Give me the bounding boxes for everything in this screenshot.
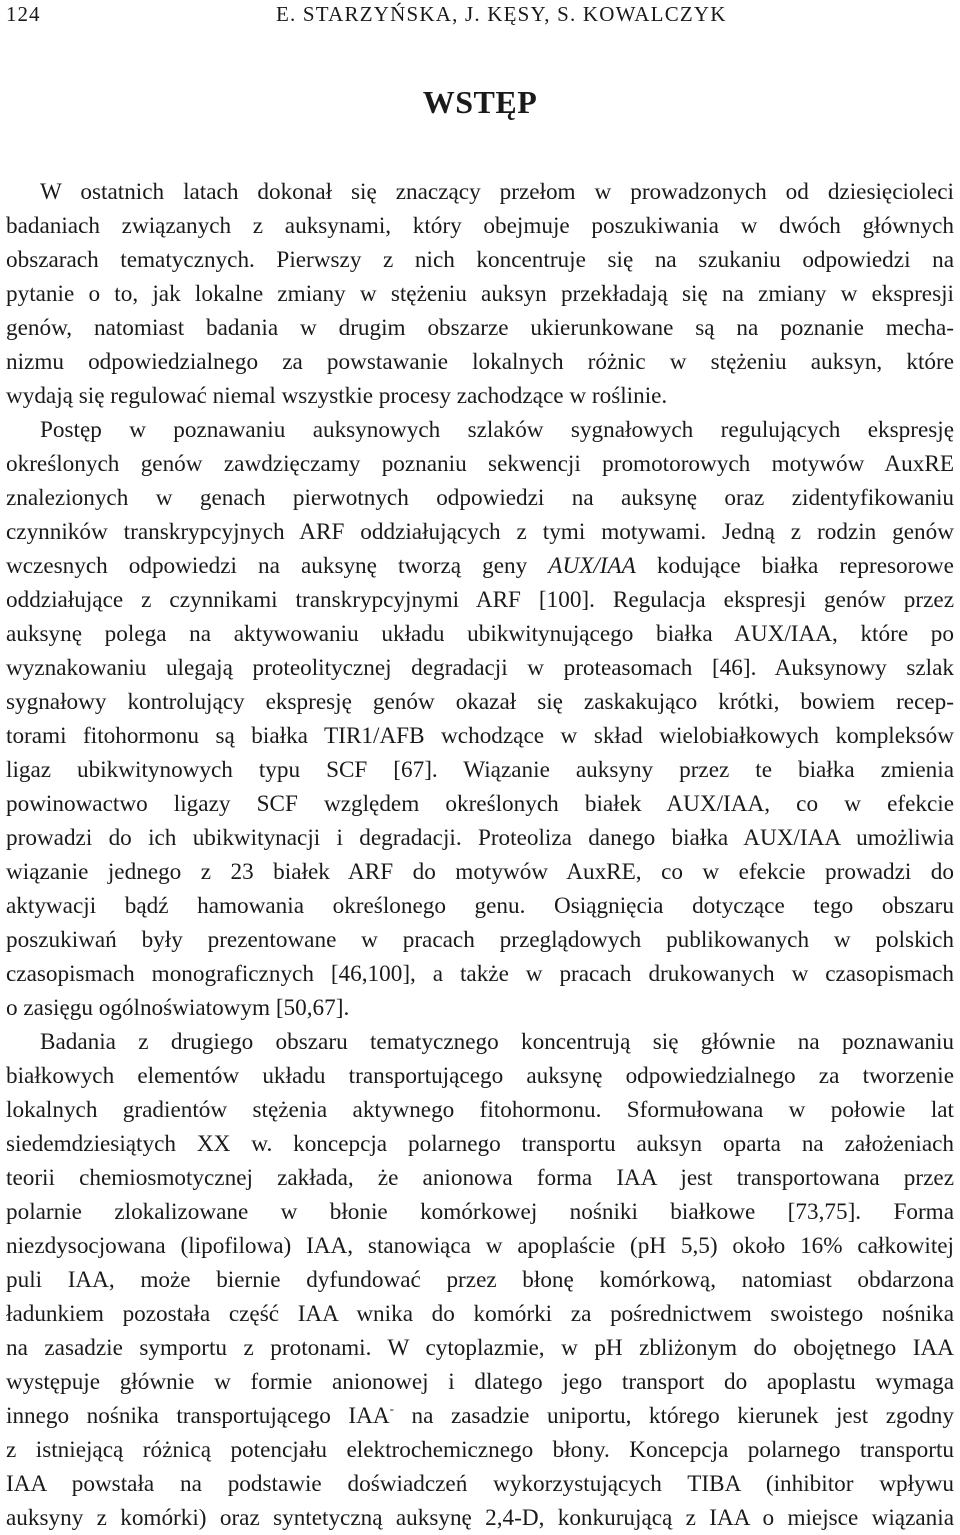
text-line: auksynę polega na aktywowaniu układu ubikwitynującego białka AUX/IAA, które po: [6, 621, 954, 647]
page-number: 124: [6, 2, 41, 26]
text-line: pytanie o to, jak lokalne zmiany w stężeniu auksyn przekładają się na zmiany w ekspresji: [6, 281, 954, 307]
text-line: [6, 549, 954, 583]
superscript-charge: -: [389, 1401, 394, 1416]
running-header: [6, 2, 954, 30]
text-segment: innego nośnika transportującego IAA: [6, 1403, 390, 1429]
gene-name-italic: AUX/IAA: [548, 553, 636, 579]
text-line: poszukiwań były prezentowane w pracach przeglądowych publikowanych w polskich: [6, 927, 954, 953]
text-line: powinowactwo ligazy SCF względem określonych białek AUX/IAA, co w efekcie: [6, 791, 954, 817]
running-head-authors: E. STARZYŃSKA, J. KĘSY, S. KOWALCZYK: [276, 2, 727, 26]
text-line: IAA powstała na podstawie doświadczeń wykorzystujących TIBA (inhibitor wpływu: [6, 1471, 954, 1497]
text-segment: na zasadzie uniportu, którego kierunek jest zgodny: [393, 1403, 954, 1429]
text-segment: wczesnych odpowiedzi na auksynę tworzą geny: [6, 553, 549, 579]
text-line: sygnałowy kontrolujący ekspresję genów okazał się zaskakująco krótki, bowiem recep-: [6, 689, 954, 715]
text-line: znalezionych w genach pierwotnych odpowiedzi na auksynę oraz zidentyfikowaniu: [6, 485, 954, 511]
text-line: auksyny z komórki) oraz syntetyczną auksynę 2,4-D, konkurującą z IAA o miejsce wiązania: [6, 1505, 954, 1531]
text-line: aktywacji bądź hamowania określonego genu. Osiągnięcia dotyczące tego obszaru: [6, 893, 954, 919]
text-line: polarnie zlokalizowane w błonie komórkowej nośniki białkowe [73,75]. Forma: [6, 1199, 954, 1225]
text-line: ładunkiem pozostała część IAA wnika do komórki za pośrednictwem swoistego nośnika: [6, 1301, 954, 1327]
text-line: czasopismach monograficznych [46,100], a także w pracach drukowanych w czasopismach: [6, 961, 954, 987]
text-line: genów, natomiast badania w drugim obszarze ukierunkowane są na poznanie mecha-: [6, 315, 954, 341]
text-line: określonych genów zawdzięczamy poznaniu sekwencji promotorowych motywów AuxRE: [6, 451, 954, 477]
text-line: niezdysocjowana (lipofilowa) IAA, stanowiąca w apoplaście (pH 5,5) około 16% całkowitej: [6, 1233, 954, 1259]
text-line: Postęp w poznawaniu auksynowych szlaków sygnałowych regulujących ekspresję: [40, 417, 954, 443]
text-line: W ostatnich latach dokonał się znaczący przełom w prowadzonych od dziesięcioleci: [40, 179, 954, 205]
text-line: nizmu odpowiedzialnego za powstawanie lokalnych różnic w stężeniu auksyn, które: [6, 349, 954, 375]
text-line: czynników transkrypcyjnych ARF oddziałujących z tymi motywami. Jedną z rodzin genów: [6, 519, 954, 545]
section-title: WSTĘP: [422, 84, 538, 120]
text-line: torami fitohormonu są białka TIR1/AFB wchodzące w skład wielobiałkowych kompleksów: [6, 723, 954, 749]
text-line: teorii chemiosmotycznej zakłada, że anionowa forma IAA jest transportowana przez: [6, 1165, 954, 1191]
text-line: puli IAA, może biernie dyfundować przez błonę komórkową, natomiast obdarzona: [6, 1267, 954, 1293]
text-line: siedemdziesiątych XX w. koncepcja polarnego transportu auksyn oparta na założeniach: [6, 1131, 954, 1157]
text-line: badaniach związanych z auksynami, który obejmuje poszukiwania w dwóch głównych: [6, 213, 954, 239]
article-body: [6, 175, 954, 1535]
text-segment: kodujące białka represorowe: [635, 553, 954, 579]
text-line: na zasadzie symportu z protonami. W cytoplazmie, w pH zbliżonym do obojętnego IAA: [6, 1335, 954, 1361]
text-line: o zasięgu ogólnoświatowym [50,67].: [6, 995, 350, 1021]
text-line: wiązanie jednego z 23 białek ARF do motywów AuxRE, co w efekcie prowadzi do: [6, 859, 954, 885]
text-line: wydają się regulować niemal wszystkie procesy zachodzące w roślinie.: [6, 383, 668, 409]
text-line: ligaz ubikwitynowych typu SCF [67]. Wiązanie auksyny przez te białka zmienia: [6, 757, 954, 783]
text-line: prowadzi do ich ubikwitynacji i degradacji. Proteoliza danego białka AUX/IAA umożliwia: [6, 825, 954, 851]
text-line: [6, 1399, 954, 1433]
text-line: Badania z drugiego obszaru tematycznego koncentrują się głównie na poznawaniu: [40, 1029, 954, 1055]
text-line: wyznakowaniu ulegają proteolitycznej degradacji w proteasomach [46]. Auksynowy szlak: [6, 655, 954, 681]
text-line: lokalnych gradientów stężenia aktywnego fitohormonu. Sformułowana w połowie lat: [6, 1097, 954, 1123]
text-line: z istniejącą różnicą potencjału elektrochemicznego błony. Koncepcja polarnego transportu: [6, 1437, 954, 1463]
text-line: obszarach tematycznych. Pierwszy z nich koncentruje się na szukaniu odpowiedzi na: [6, 247, 954, 273]
text-line: białkowych elementów układu transportującego auksynę odpowiedzialnego za tworzenie: [6, 1063, 954, 1089]
text-line: występuje głównie w formie anionowej i dlatego jego transport do apoplastu wymaga: [6, 1369, 954, 1395]
text-line: oddziałujące z czynnikami transkrypcyjnymi ARF [100]. Regulacja ekspresji genów przez: [6, 587, 954, 613]
